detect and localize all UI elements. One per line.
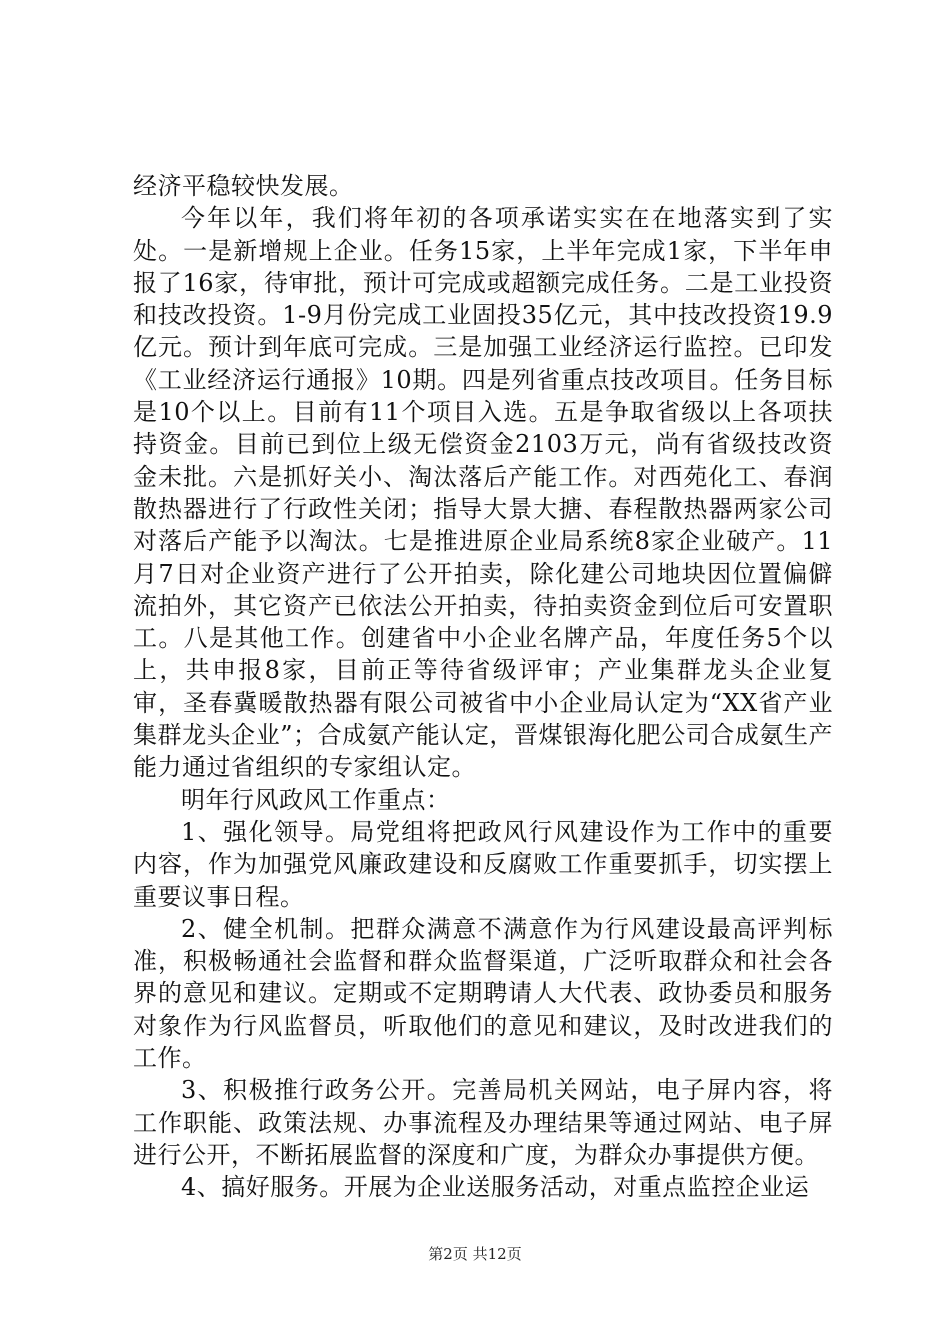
document-body <box>133 170 833 1204</box>
paragraph-item-3: 3、积极推行政务公开。完善局机关网站，电子屏内容，将工作职能、政策法规、办事流程及办理结果等通过网站、电子屏进行公开，不断拓展监督的深度和广度，为群众办事提供方便。 <box>133 1076 833 1169</box>
page-number-footer: 第2页 共12页 <box>428 1245 522 1263</box>
paragraph-annual-summary: 今年以年，我们将年初的各项承诺实实在在地落实到了实处。一是新增规上企业。任务15家，上半年完成1家，下半年申报了16家，待审批，预计可完成或超额完成任务。二是工业投资和技改投资。1-9月份完成工业固投35亿元，其中技改投资19.9亿元。预计到年底可完成。三是加强工业经济运行监控。已印发《工业经济运行通报》10期。四是列省重点技改项目。任务目标是10个以上。目前有11个项目入选。五是争取省级以上各项扶持资金。目前已到位上级无偿资金2103万元，尚有省级技改资金未批。六是抓好关小、淘汰落后产能工作。对西苑化工、春润散热器进行了行政性关闭；指导大景大搪、春程散热器两家公司对落后产能予以淘汰。七是推进原企业局系统8家企业破产。11月7日对企业资产进行了公开拍卖，除化建公司地块因位置偏僻流拍外，其它资产已依法公开拍卖，待拍卖资金到位后可安置职工。八是其他工作。创建省中小企业名牌产品，年度任务5个以上，共申报8家，目前正等待省级评审；产业集群龙头企业复审，圣春冀暖散热器有限公司被省中小企业局认定为“XX省产业集群龙头企业”；合成氨产能认定，晋煤银海化肥公司合成氨生产能力通过省组织的专家组认定。 <box>133 204 833 782</box>
paragraph-item-4: 4、搞好服务。开展为企业送服务活动，对重点监控企业运 <box>181 1173 810 1202</box>
paragraph-item-1: 1、强化领导。局党组将把政风行风建设作为工作中的重要内容，作为加强党风廉政建设和反腐败工作重要抓手，切实摆上重要议事日程。 <box>133 817 833 911</box>
paragraph-continuation: 经济平稳较快发展。 <box>133 172 354 200</box>
paragraph-next-year-heading: 明年行风政风工作重点： <box>181 785 451 814</box>
paragraph-item-2: 2、健全机制。把群众满意不满意作为行风建设最高评判标准，积极畅通社会监督和群众监督渠道，广泛听取群众和社会各界的意见和建议。定期或不定期聘请人大代表、政协委员和服务对象作为行风监督员，听取他们的意见和建议，及时改进我们的工作。 <box>133 914 833 1073</box>
